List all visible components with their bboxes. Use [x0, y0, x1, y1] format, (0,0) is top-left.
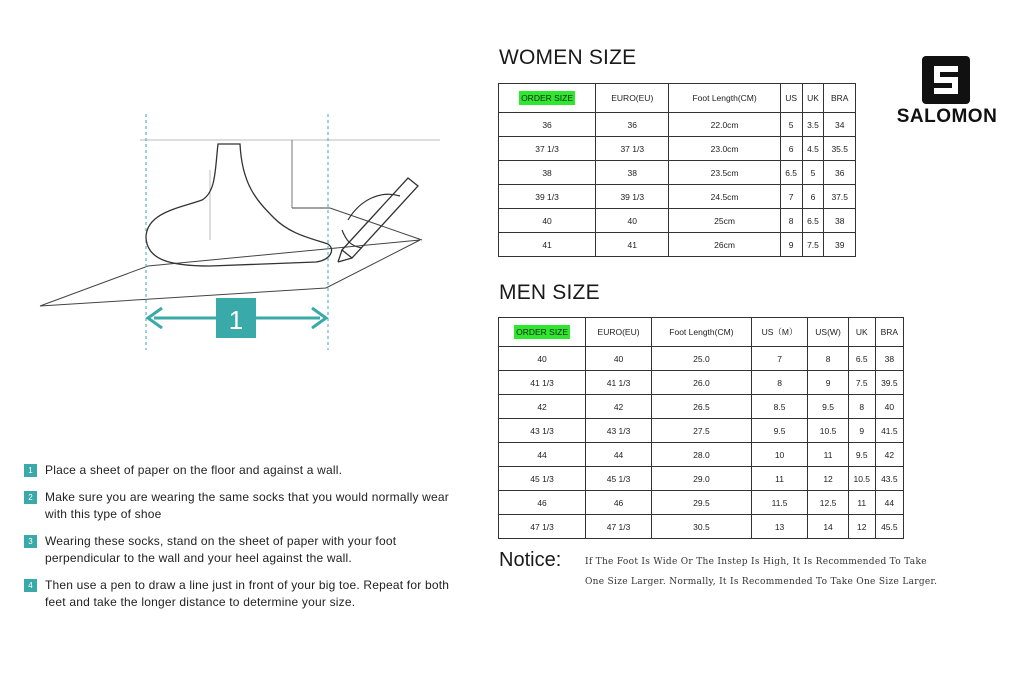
- step-text: Place a sheet of paper on the floor and against a wall.: [45, 463, 343, 477]
- salomon-s-logo-icon: [922, 56, 970, 104]
- column-header-label: Foot Length(CM): [669, 327, 734, 337]
- table-cell: 36: [596, 113, 669, 137]
- table-cell: 25.0: [651, 347, 751, 371]
- table-cell: 40: [499, 347, 586, 371]
- table-cell: 42: [499, 395, 586, 419]
- table-row: [499, 185, 856, 209]
- table-cell: 7: [751, 347, 807, 371]
- table-row: [499, 443, 904, 467]
- table-cell: 7.5: [802, 233, 824, 257]
- table-header: [499, 318, 904, 347]
- order-size-label: ORDER SIZE: [521, 93, 574, 103]
- table-cell: 38: [824, 209, 856, 233]
- column-header: [848, 318, 875, 347]
- table-cell: 3.5: [802, 113, 824, 137]
- table-cell: 46: [586, 491, 652, 515]
- table-cell: 43 1/3: [586, 419, 652, 443]
- column-header-label: EURO(EU): [611, 93, 654, 103]
- table-cell: 37 1/3: [596, 137, 669, 161]
- table-cell: 12: [848, 515, 875, 539]
- table-cell: 10.5: [848, 467, 875, 491]
- table-cell: 8: [780, 209, 802, 233]
- table-row: [499, 515, 904, 539]
- table-cell: 8: [808, 347, 849, 371]
- table-cell: 7.5: [848, 371, 875, 395]
- table-cell: 11: [808, 443, 849, 467]
- header-row: [499, 318, 904, 347]
- step-text: Make sure you are wearing the same socks that you would normally wear with this type of shoe: [45, 490, 449, 521]
- step-number: 2: [24, 491, 37, 504]
- foot-measurement-illustration: [30, 100, 450, 400]
- table-cell: 40: [499, 209, 596, 233]
- notice-text-line-1: If The Foot Is Wide Or The Instep Is High, It Is Recommended To Take: [585, 557, 927, 567]
- table-cell: 44: [875, 491, 903, 515]
- instruction-steps: [24, 462, 454, 621]
- brand-name: SALOMON: [896, 106, 998, 127]
- table-cell: 40: [875, 395, 903, 419]
- table-row: [499, 161, 856, 185]
- table-cell: 8.5: [751, 395, 807, 419]
- measure-step-number: 1: [228, 305, 244, 335]
- table-cell: 38: [499, 161, 596, 185]
- table-cell: 22.0cm: [669, 113, 780, 137]
- column-header: [651, 318, 751, 347]
- column-header: [824, 84, 856, 113]
- table-cell: 8: [751, 371, 807, 395]
- table-cell: 44: [586, 443, 652, 467]
- table-cell: 7: [780, 185, 802, 209]
- column-header-label: US（M）: [761, 327, 798, 337]
- step-text: Wearing these socks, stand on the sheet of paper with your foot perpendicular to the wall and your heel against the wall.: [45, 534, 397, 565]
- table-row: [499, 347, 904, 371]
- table-cell: 47 1/3: [586, 515, 652, 539]
- table-cell: 29.5: [651, 491, 751, 515]
- table-cell: 27.5: [651, 419, 751, 443]
- step-3: [24, 533, 454, 567]
- table-cell: 45 1/3: [499, 467, 586, 491]
- table-cell: 11.5: [751, 491, 807, 515]
- table-cell: 47 1/3: [499, 515, 586, 539]
- table-cell: 42: [875, 443, 903, 467]
- table-cell: 12.5: [808, 491, 849, 515]
- table-cell: 39.5: [875, 371, 903, 395]
- column-header: [808, 318, 849, 347]
- column-header: [586, 318, 652, 347]
- table-cell: 14: [808, 515, 849, 539]
- table-cell: 30.5: [651, 515, 751, 539]
- table-cell: 28.0: [651, 443, 751, 467]
- table-cell: 41 1/3: [499, 371, 586, 395]
- column-header: [802, 84, 824, 113]
- table-cell: 40: [586, 347, 652, 371]
- table-row: [499, 233, 856, 257]
- men-size-table: [498, 317, 904, 539]
- table-cell: 38: [596, 161, 669, 185]
- table-body: [499, 113, 856, 257]
- table-cell: 44: [499, 443, 586, 467]
- table-cell: 42: [586, 395, 652, 419]
- column-header: [596, 84, 669, 113]
- step-number: 3: [24, 535, 37, 548]
- table-cell: 39 1/3: [596, 185, 669, 209]
- column-header: [780, 84, 802, 113]
- table-cell: 34: [824, 113, 856, 137]
- table-cell: 9.5: [808, 395, 849, 419]
- women-size-title: WOMEN SIZE: [499, 46, 637, 69]
- column-header: [499, 318, 586, 347]
- header-row: [499, 84, 856, 113]
- table-cell: 37 1/3: [499, 137, 596, 161]
- table-row: [499, 419, 904, 443]
- table-cell: 6.5: [848, 347, 875, 371]
- table-cell: 45 1/3: [586, 467, 652, 491]
- table-row: [499, 209, 856, 233]
- table-row: [499, 491, 904, 515]
- table-cell: 46: [499, 491, 586, 515]
- table-cell: 13: [751, 515, 807, 539]
- notice-text-line-2: One Size Larger. Normally, It Is Recommended To Take One Size Larger.: [585, 577, 938, 587]
- column-header: [875, 318, 903, 347]
- table-cell: 36: [824, 161, 856, 185]
- table-row: [499, 467, 904, 491]
- table-row: [499, 371, 904, 395]
- women-size-table: [498, 83, 856, 257]
- table-cell: 37.5: [824, 185, 856, 209]
- table-cell: 12: [808, 467, 849, 491]
- table-cell: 43.5: [875, 467, 903, 491]
- table-cell: 9.5: [751, 419, 807, 443]
- table-cell: 41 1/3: [586, 371, 652, 395]
- table-cell: 5: [780, 113, 802, 137]
- table-cell: 8: [848, 395, 875, 419]
- table-cell: 26.0: [651, 371, 751, 395]
- table-cell: 23.0cm: [669, 137, 780, 161]
- table-cell: 5: [802, 161, 824, 185]
- table-cell: 10.5: [808, 419, 849, 443]
- table-cell: 6: [802, 185, 824, 209]
- table-cell: 38: [875, 347, 903, 371]
- pen-icon: [338, 178, 418, 262]
- column-header: [499, 84, 596, 113]
- table-cell: 6: [780, 137, 802, 161]
- table-cell: 41: [596, 233, 669, 257]
- table-cell: 6.5: [780, 161, 802, 185]
- column-header-label: BRA: [880, 327, 899, 337]
- table-cell: 26cm: [669, 233, 780, 257]
- table-cell: 36: [499, 113, 596, 137]
- table-cell: 11: [848, 491, 875, 515]
- column-header-label: Foot Length(CM): [692, 93, 757, 103]
- table-cell: 41: [499, 233, 596, 257]
- men-size-title: MEN SIZE: [499, 281, 600, 304]
- table-cell: 10: [751, 443, 807, 467]
- column-header-label: UK: [807, 93, 819, 103]
- table-cell: 26.5: [651, 395, 751, 419]
- column-header-label: US: [785, 93, 798, 103]
- table-cell: 39 1/3: [499, 185, 596, 209]
- table-cell: 9: [808, 371, 849, 395]
- table-cell: 9: [848, 419, 875, 443]
- table-cell: 43 1/3: [499, 419, 586, 443]
- column-header: [751, 318, 807, 347]
- table-row: [499, 137, 856, 161]
- table-cell: 41.5: [875, 419, 903, 443]
- step-1: [24, 462, 454, 479]
- table-cell: 9.5: [848, 443, 875, 467]
- step-number: 1: [24, 464, 37, 477]
- measure-arrow: [148, 298, 326, 338]
- table-cell: 6.5: [802, 209, 824, 233]
- table-cell: 35.5: [824, 137, 856, 161]
- table-row: [499, 395, 904, 419]
- column-header: [669, 84, 780, 113]
- column-header-label: BRA: [830, 93, 849, 103]
- column-header-label: US(W): [815, 327, 841, 337]
- step-text: Then use a pen to draw a line just in front of your big toe. Repeat for both feet and take the longer distance to determine your size.: [45, 578, 450, 609]
- table-cell: 39: [824, 233, 856, 257]
- table-row: [499, 113, 856, 137]
- table-cell: 24.5cm: [669, 185, 780, 209]
- table-cell: 25cm: [669, 209, 780, 233]
- table-cell: 9: [780, 233, 802, 257]
- table-cell: 40: [596, 209, 669, 233]
- order-size-label: ORDER SIZE: [516, 327, 569, 337]
- table-body: [499, 347, 904, 539]
- table-cell: 23.5cm: [669, 161, 780, 185]
- table-cell: 11: [751, 467, 807, 491]
- step-number: 4: [24, 579, 37, 592]
- table-cell: 29.0: [651, 467, 751, 491]
- column-header-label: EURO(EU): [597, 327, 640, 337]
- column-header-label: UK: [855, 327, 868, 337]
- step-2: [24, 489, 454, 523]
- step-4: [24, 577, 454, 611]
- table-cell: 4.5: [802, 137, 824, 161]
- table-header: [499, 84, 856, 113]
- table-cell: 45.5: [875, 515, 903, 539]
- notice-label: Notice:: [499, 549, 562, 571]
- salomon-logo: [890, 56, 1004, 126]
